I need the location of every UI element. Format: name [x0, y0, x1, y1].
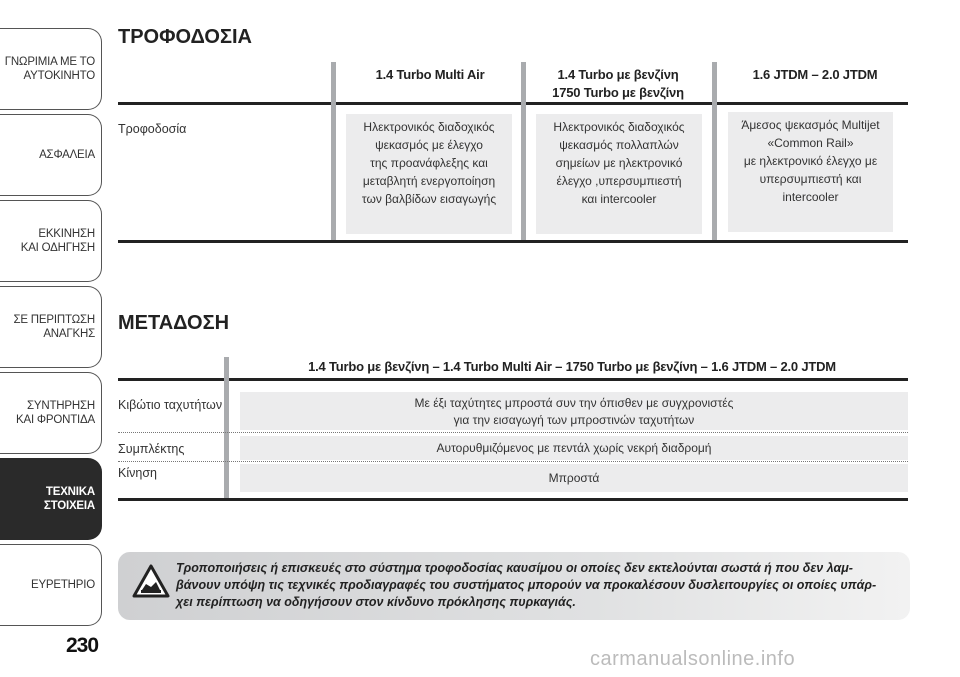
- cell-line: «Common Rail»: [767, 136, 854, 150]
- transmission-section-title: ΜΕΤΑΔΟΣΗ: [118, 312, 230, 334]
- gearbox-label: Κιβώτιο ταχυτήτων: [118, 398, 223, 412]
- clutch-cell: [240, 436, 908, 460]
- row-separator: [118, 461, 908, 462]
- cell-line: της προανάφλεξης και: [370, 156, 488, 170]
- fuel-bottom-rule: [118, 240, 908, 243]
- clutch-label: Συμπλέκτης: [118, 442, 185, 456]
- cell-line: των βαλβίδων εισαγωγής: [361, 192, 497, 206]
- cell-line: έλεγχο ,υπερσυμπιεστή: [556, 174, 682, 188]
- drive-cell: [240, 464, 908, 492]
- cell-line: σημείων με ηλεκτρονικό: [555, 156, 683, 170]
- tab-label: ΕΚΚΙΝΗΣΗ: [38, 228, 95, 240]
- fuel-cell: [346, 114, 512, 234]
- cell-line: ψεκασμός πολλαπλών: [559, 138, 679, 152]
- tab-emergency[interactable]: [0, 286, 102, 368]
- fuel-header-rule: [118, 102, 908, 105]
- column-divider: [712, 62, 717, 240]
- tab-maintenance[interactable]: [0, 372, 102, 454]
- tab-getting-to-know[interactable]: [0, 28, 102, 110]
- transmission-header: 1.4 Turbo με βενζίνη – 1.4 Turbo Multi Air – 1750 Turbo με βενζίνη – 1.6 JTDM – 2.0 JTDM: [308, 359, 836, 374]
- fuel-cell: [536, 114, 702, 234]
- gearbox-cell: [240, 392, 908, 430]
- column-header-line: 1.4 Turbo Multi Air: [375, 67, 485, 82]
- column-divider: [224, 357, 229, 499]
- column-header-line: 1750 Turbo με βενζίνη: [552, 85, 684, 100]
- warning-line: βάνουν υπόψη τις τεχνικές προδιαγραφές του συστήματος μπορούν να προκαλέσουν δυσλειτουργίες οι οποίες υπάρ-: [176, 578, 877, 592]
- fuel-section-title: ΤΡΟΦΟΔΟΣΙΑ: [118, 26, 252, 48]
- cell-line: με ηλεκτρονικό έλεγχο με: [743, 154, 878, 168]
- cell-line: Με έξι ταχύτητες μπροστά συν την όπισθεν με συγχρονιστές: [414, 396, 734, 410]
- tab-label: ΚΑΙ ΦΡΟΝΤΙΔΑ: [16, 414, 95, 426]
- cell-line: Άμεσος ψεκασμός Multijet: [741, 118, 880, 132]
- tab-starting-driving[interactable]: [0, 200, 102, 282]
- cell-line: μεταβλητή ενεργοποίηση: [362, 174, 496, 188]
- tab-label: ΓΝΩΡΙΜΙΑ ΜΕ ΤΟ: [4, 56, 95, 68]
- cell-line: για την εισαγωγή των μπροστινών ταχυτήτων: [453, 413, 695, 427]
- tab-label: ΑΝΑΓΚΗΣ: [43, 328, 95, 340]
- column-header-line: 1.4 Turbo με βενζίνη: [557, 67, 679, 82]
- fuel-row-label: Τροφοδοσία: [118, 122, 187, 136]
- transmission-header-rule: [118, 378, 908, 381]
- drive-label: Κίνηση: [118, 466, 157, 480]
- warning-line: Τροποποιήσεις ή επισκευές στο σύστημα τροφοδοσίας καυσίμου οι οποίες δεν εκτελούνται σωστά ή που δεν λαμ-: [176, 561, 853, 575]
- tab-technical-data[interactable]: [0, 458, 102, 540]
- column-divider: [331, 62, 336, 240]
- cell-line: Ηλεκτρονικός διαδοχικός: [553, 120, 685, 134]
- cell-line: Αυτορυθμιζόμενος με πεντάλ χωρίς νεκρή διαδρομή: [436, 441, 712, 455]
- tab-index[interactable]: [0, 544, 102, 626]
- warning-line: χει περίπτωση να οδηγήσουν στον κίνδυνο πρόκλησης πυρκαγιάς.: [176, 595, 576, 609]
- row-separator: [118, 432, 908, 433]
- cell-line: intercooler: [782, 190, 839, 204]
- watermark: carmanualsonline.info: [590, 648, 796, 670]
- cell-line: υπερσυμπιεστή και: [759, 172, 862, 186]
- fuel-column-header: [340, 66, 520, 84]
- cell-line: Μπροστά: [548, 471, 600, 485]
- warning-text: [176, 560, 900, 611]
- tab-safety[interactable]: [0, 114, 102, 196]
- tab-label: ΕΥΡΕΤΗΡΙΟ: [30, 579, 95, 591]
- column-header-line: 1.6 JTDM – 2.0 JTDM: [752, 67, 878, 82]
- cell-line: ψεκασμός με έλεγχο: [375, 138, 483, 152]
- fuel-column-header: [720, 66, 910, 84]
- page-number: 230: [66, 634, 99, 657]
- tab-label: ΣΤΟΙΧΕΙΑ: [43, 500, 95, 512]
- fuel-column-header: [528, 66, 708, 102]
- fuel-cell: [728, 112, 893, 232]
- tab-label: ΣΥΝΤΗΡΗΣΗ: [26, 400, 95, 412]
- warning-triangle-icon: [132, 564, 170, 598]
- tab-label: ΚΑΙ ΟΔΗΓΗΣΗ: [20, 242, 95, 254]
- tab-label: ΤΕΧΝΙΚΑ: [45, 486, 95, 498]
- warning-box: [118, 552, 910, 620]
- column-divider: [521, 62, 526, 240]
- tab-label: ΣΕ ΠΕΡΙΠΤΩΣΗ: [13, 314, 95, 326]
- cell-line: Ηλεκτρονικός διαδοχικός: [363, 120, 495, 134]
- tab-label: ΑΥΤΟΚΙΝΗΤΟ: [23, 70, 95, 82]
- cell-line: και intercooler: [581, 192, 657, 206]
- transmission-bottom-rule: [118, 498, 908, 501]
- tab-label: ΑΣΦΑΛΕΙΑ: [39, 149, 95, 161]
